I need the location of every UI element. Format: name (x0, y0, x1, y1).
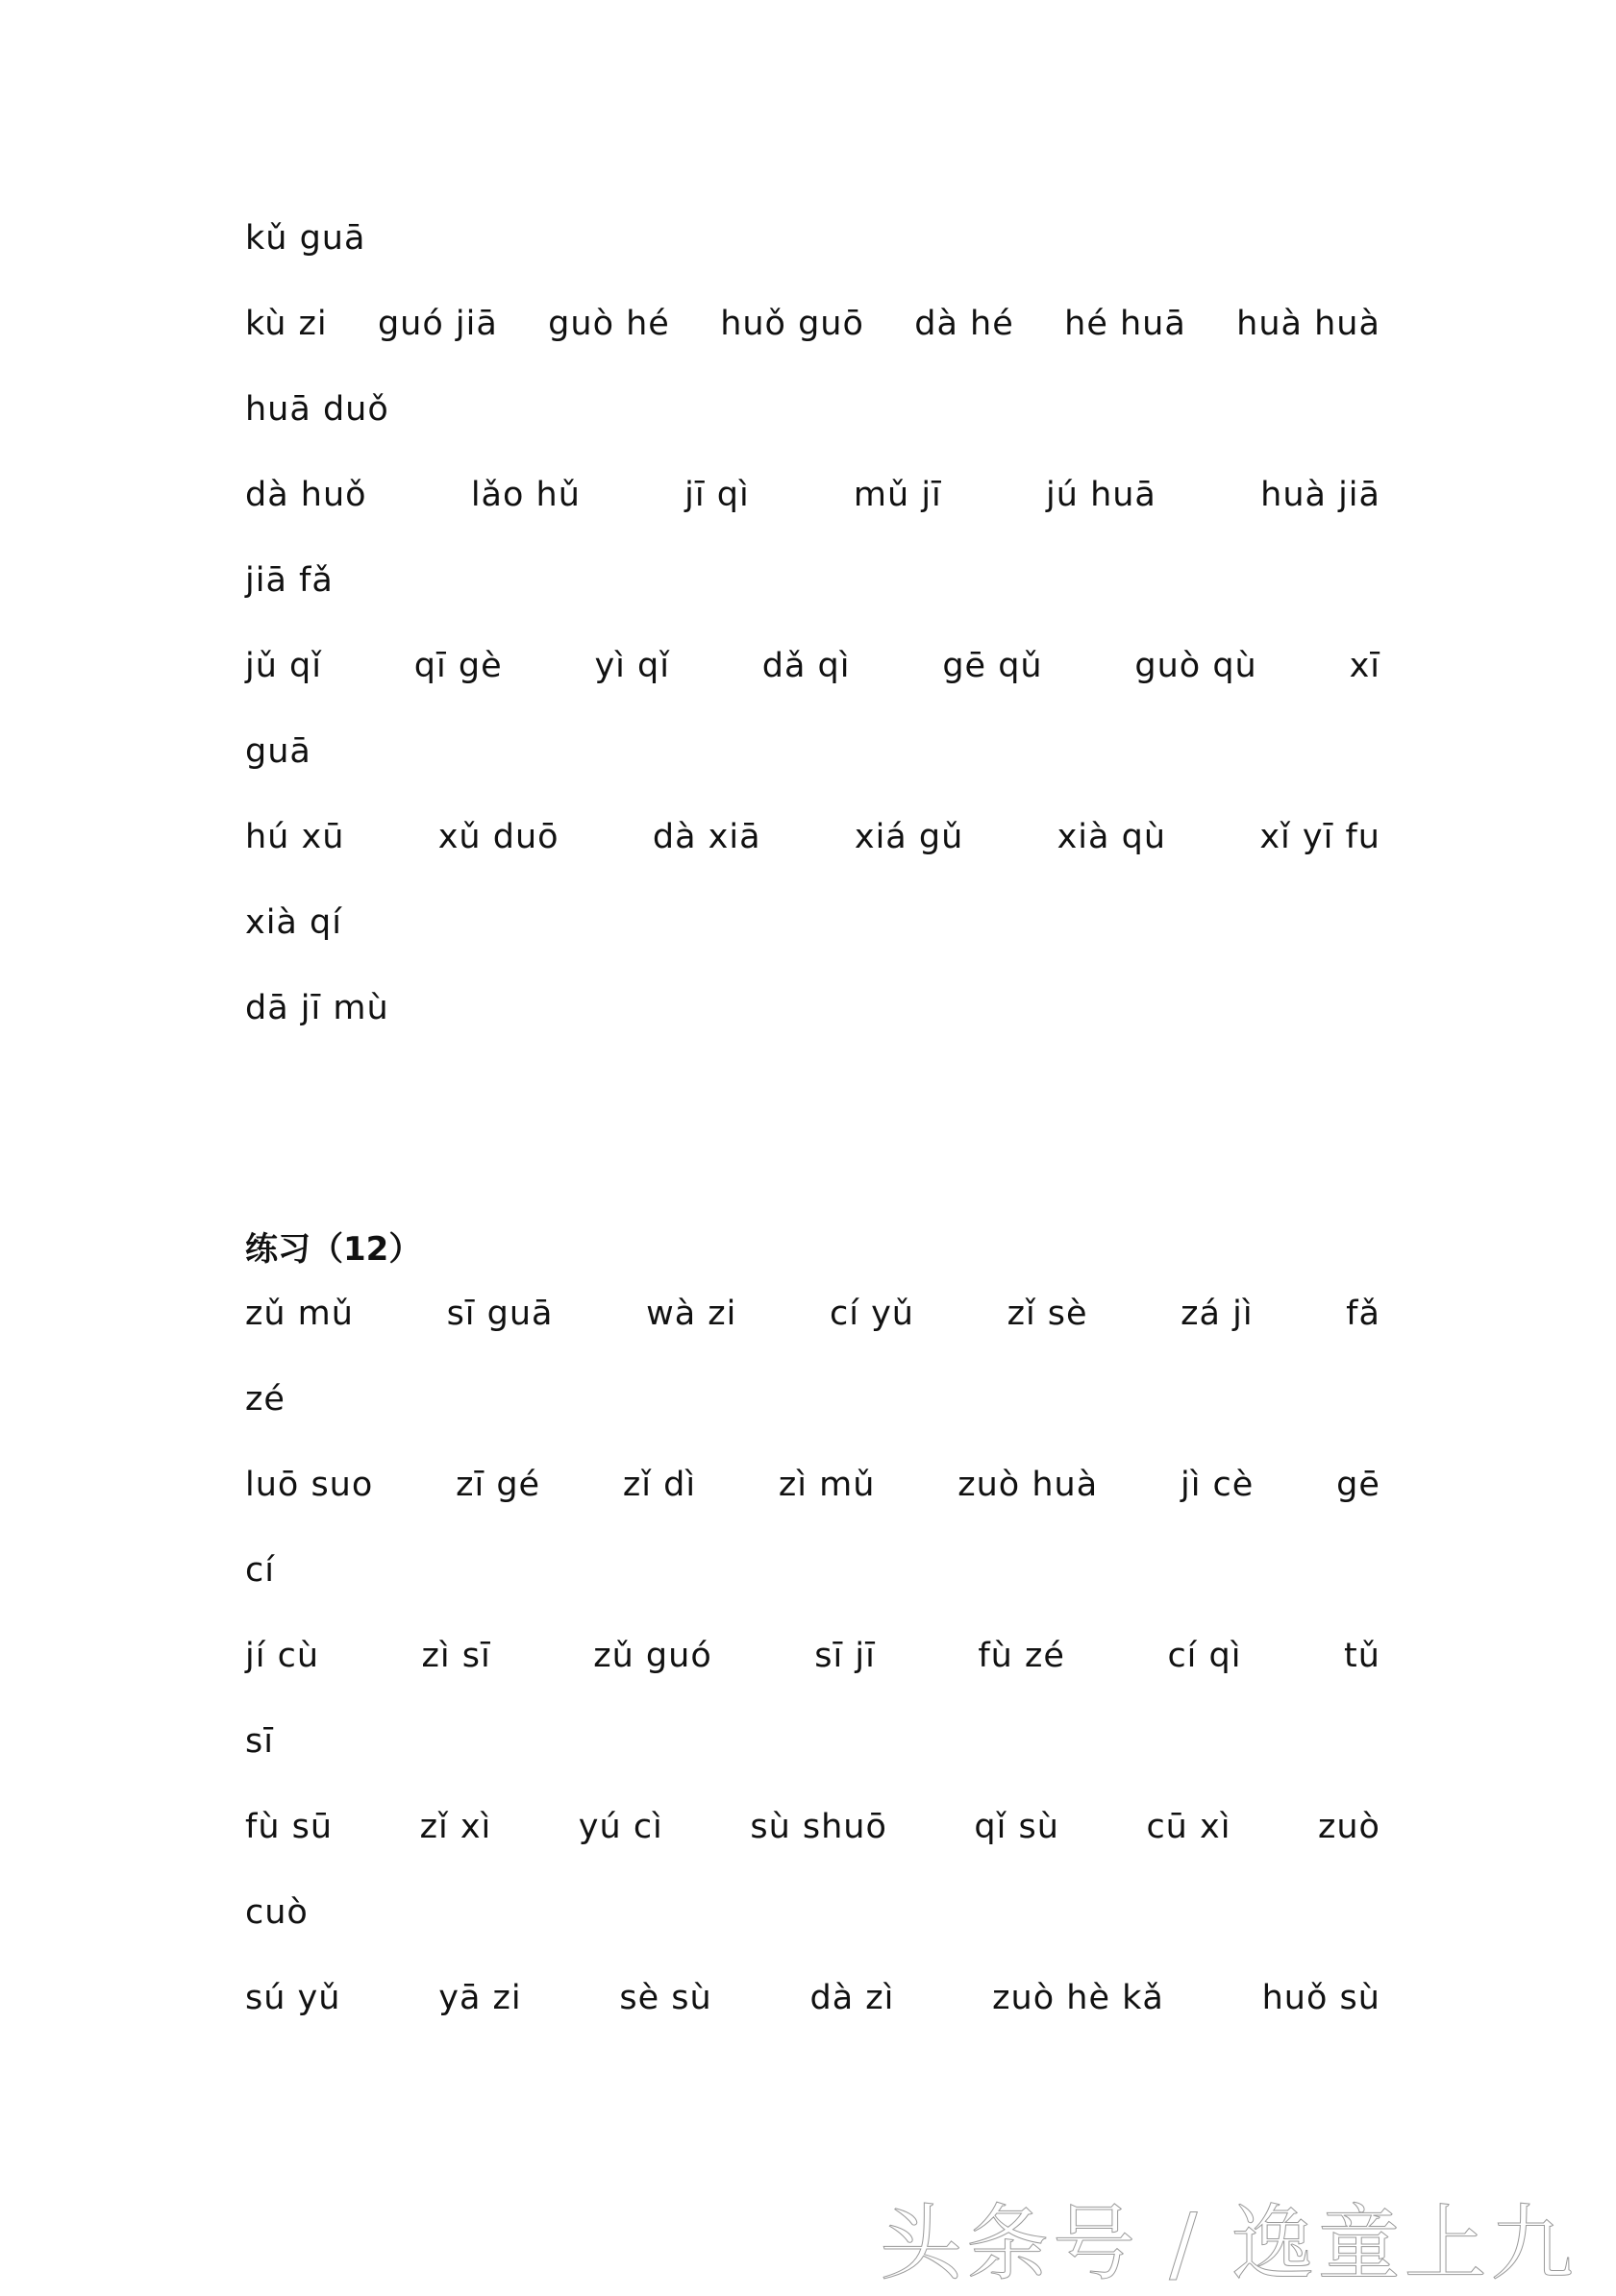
pinyin-word: cuò (245, 1893, 309, 1932)
pinyin-word: xǐ yī fu (1259, 818, 1380, 856)
pinyin-line (245, 1627, 1380, 1685)
pinyin-line (245, 295, 1380, 353)
pinyin-word: xià qí (245, 903, 342, 942)
pinyin-line (245, 637, 1380, 695)
pinyin-word: dà huǒ (245, 476, 367, 514)
pinyin-word: fù zé (978, 1637, 1065, 1675)
pinyin-word: dà hé (914, 305, 1014, 343)
pinyin-word: zǐ xì (419, 1808, 492, 1846)
pinyin-word: dā jī mù (245, 989, 389, 1027)
pinyin-line (245, 1456, 1380, 1514)
pinyin-line (245, 381, 1380, 438)
pinyin-word: xī (1349, 647, 1380, 685)
pinyin-line (245, 808, 1380, 866)
pinyin-word: hé huā (1064, 305, 1186, 343)
pinyin-word: zá jì (1181, 1295, 1254, 1333)
pinyin-word: jì cè (1180, 1466, 1255, 1504)
pinyin-word: xiá gǔ (854, 818, 964, 856)
pinyin-word: jī qì (684, 476, 750, 514)
pinyin-word: kù zi (245, 305, 328, 343)
pinyin-word: zǐ sè (1007, 1295, 1088, 1333)
pinyin-word: cí (245, 1551, 275, 1590)
pinyin-word: sù shuō (750, 1808, 887, 1846)
pinyin-word: huǒ sù (1261, 1979, 1380, 2017)
pinyin-word: dà zì (809, 1979, 895, 2017)
pinyin-word: jiā fǎ (245, 561, 334, 600)
pinyin-word: zì mǔ (778, 1466, 876, 1504)
pinyin-word: fù sū (245, 1808, 334, 1846)
pinyin-word: gē qǔ (942, 647, 1043, 685)
pinyin-word: guó jiā (377, 305, 498, 343)
pinyin-line (245, 552, 1380, 609)
pinyin-word: cū xì (1146, 1808, 1231, 1846)
pinyin-word: sú yǔ (245, 1979, 341, 2017)
pinyin-word: hú xū (245, 818, 345, 856)
pinyin-word: zuò hè kǎ (992, 1979, 1164, 2017)
pinyin-word: sè sù (619, 1979, 712, 2017)
pinyin-line (245, 210, 1380, 267)
pinyin-line (245, 1713, 1380, 1770)
pinyin-word: jí cù (245, 1637, 319, 1675)
pinyin-line (245, 1542, 1380, 1599)
pinyin-word: tǔ (1344, 1637, 1380, 1675)
pinyin-word: yú cì (578, 1808, 663, 1846)
pinyin-word: zuò (1317, 1808, 1380, 1846)
pinyin-word: fǎ (1346, 1295, 1380, 1333)
pinyin-word: huǒ guō (720, 305, 864, 343)
pinyin-word: sī guā (446, 1295, 554, 1333)
pinyin-line (245, 979, 1380, 1037)
pinyin-word: guā (245, 732, 311, 771)
pinyin-line (245, 1285, 1380, 1343)
pinyin-line (245, 1884, 1380, 1941)
pinyin-word: zǔ guó (593, 1637, 712, 1675)
pinyin-word: zǐ dì (622, 1466, 697, 1504)
pinyin-word: qī gè (413, 647, 503, 685)
pinyin-word: jǔ qǐ (245, 647, 322, 685)
pinyin-line (245, 1969, 1380, 2027)
pinyin-word: xǔ duō (437, 818, 559, 856)
pinyin-line (245, 466, 1380, 524)
pinyin-word: zì sī (421, 1637, 491, 1675)
pinyin-word: yì qǐ (594, 647, 670, 685)
pinyin-word: cí yǔ (829, 1295, 914, 1333)
pinyin-word: luō suo (245, 1466, 374, 1504)
pinyin-word: huà jiā (1260, 476, 1380, 514)
pinyin-word: qǐ sù (974, 1808, 1059, 1846)
pinyin-word: huà huà (1236, 305, 1380, 343)
pinyin-word: sī jī (814, 1637, 876, 1675)
pinyin-word: lǎo hǔ (470, 476, 581, 514)
pinyin-word: zǔ mǔ (245, 1295, 354, 1333)
pinyin-word: sī (245, 1722, 274, 1761)
pinyin-word: gē (1336, 1466, 1380, 1504)
pinyin-word: zī gé (456, 1466, 541, 1504)
pinyin-word: xià qù (1057, 818, 1167, 856)
exercise-heading: 练习（12） (245, 1229, 422, 1269)
pinyin-word: zuò huà (957, 1466, 1099, 1504)
pinyin-word: dǎ qì (761, 647, 851, 685)
pinyin-line (245, 1798, 1380, 1856)
pinyin-line (245, 894, 1380, 951)
pinyin-word: huā duǒ (245, 390, 389, 429)
pinyin-line (245, 1370, 1380, 1428)
pinyin-word: guò qù (1134, 647, 1257, 685)
pinyin-word: guò hé (548, 305, 670, 343)
pinyin-word: kǔ guā (245, 219, 366, 258)
watermark-text: 头条号 / 逸童上九 (880, 2196, 1578, 2292)
pinyin-word: cí qì (1167, 1637, 1242, 1675)
pinyin-word: wà zi (646, 1295, 737, 1333)
pinyin-word: dà xiā (652, 818, 761, 856)
pinyin-word: mǔ jī (853, 476, 942, 514)
pinyin-word: zé (245, 1380, 286, 1419)
pinyin-line (245, 723, 1380, 780)
pinyin-word: yā zi (438, 1979, 522, 2017)
pinyin-word: jú huā (1046, 476, 1156, 514)
